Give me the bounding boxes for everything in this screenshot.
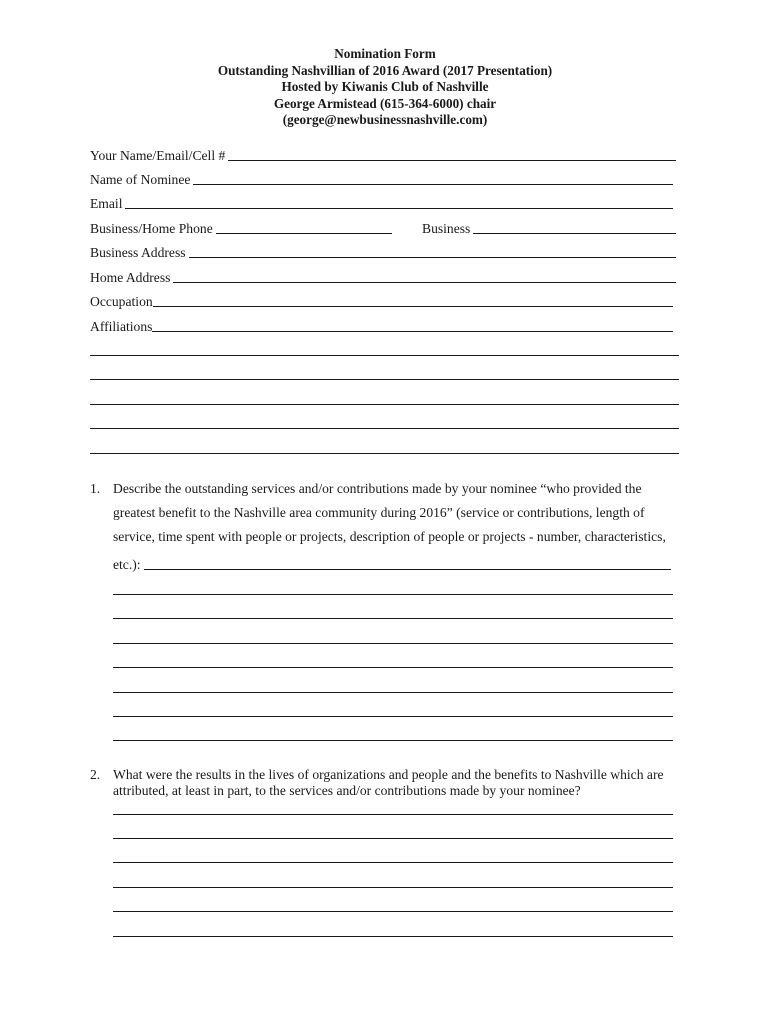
question-1-text-line: service, time spent with people or projects, description of people or projects - number, characteristics, — [113, 529, 666, 544]
host-line: Hosted by Kiwanis Club of Nashville — [281, 79, 489, 94]
field-line-affiliations[interactable] — [152, 317, 673, 332]
field-line-your-info[interactable] — [228, 146, 676, 161]
field-email[interactable] — [90, 192, 673, 212]
question-2-number: 2. — [90, 767, 101, 782]
affiliations-blank-line[interactable] — [90, 404, 679, 405]
field-line-occupation[interactable] — [153, 292, 673, 307]
question-2-text-line: What were the results in the lives of organizations and people and the benefits to Nashville which are — [113, 767, 664, 782]
question-2-text-line: attributed, at least in part, to the services and/or contributions made by your nominee? — [113, 783, 581, 798]
question-2-answer-line[interactable] — [113, 887, 673, 888]
question-1-answer-line[interactable] — [113, 740, 673, 741]
field-label-your-info: Your Name/Email/Cell # — [90, 148, 226, 163]
field-label-business-address: Business Address — [90, 245, 186, 260]
field-label-email: Email — [90, 196, 123, 211]
question-1-answer-line[interactable] — [113, 716, 673, 717]
question-1-answer-line[interactable] — [113, 692, 673, 693]
field-label-occupation: Occupation — [90, 294, 153, 309]
form-title: Nomination Form — [334, 46, 436, 61]
field-occupation[interactable] — [90, 290, 673, 310]
question-2-answer-line[interactable] — [113, 862, 673, 863]
chair-line: George Armistead (615-364-6000) chair — [273, 95, 497, 111]
field-business[interactable] — [422, 217, 676, 237]
field-label-business: Business — [422, 221, 471, 236]
chair-email: (george@newbusinessnashville.com) — [282, 112, 488, 127]
field-label-home-address: Home Address — [90, 270, 171, 285]
field-line-business[interactable] — [473, 219, 676, 234]
form-header — [0, 46, 770, 129]
affiliations-blank-line[interactable] — [90, 355, 679, 356]
question-2-answer-line[interactable] — [113, 838, 673, 839]
question-1-answer-line[interactable] — [144, 555, 671, 570]
field-business-address[interactable] — [90, 241, 676, 261]
question-1-text-line: greatest benefit to the Nashville area community during 2016” (service or contributions, length of — [113, 505, 645, 520]
field-line-home-phone[interactable] — [216, 219, 392, 234]
question-1-answer-line[interactable] — [113, 594, 673, 595]
question-1-answer-line[interactable] — [113, 667, 673, 668]
field-home-phone[interactable] — [90, 217, 392, 237]
field-line-home-address[interactable] — [173, 268, 676, 283]
question-1-answer-line[interactable] — [113, 643, 673, 644]
field-line-email[interactable] — [125, 194, 673, 209]
affiliations-blank-line[interactable] — [90, 453, 679, 454]
field-line-business-address[interactable] — [189, 243, 676, 258]
question-2-answer-line[interactable] — [113, 814, 673, 815]
question-1-answer-first[interactable] — [113, 553, 671, 573]
field-your-info[interactable] — [90, 144, 676, 164]
question-2-answer-line[interactable] — [113, 936, 673, 937]
affiliations-blank-line[interactable] — [90, 428, 679, 429]
field-nominee-name[interactable] — [90, 168, 673, 188]
affiliations-blank-line[interactable] — [90, 379, 679, 380]
question-1-number: 1. — [90, 481, 101, 496]
question-1-text-line: Describe the outstanding services and/or contributions made by your nominee “who provided the — [113, 481, 642, 496]
field-line-nominee-name[interactable] — [193, 170, 673, 185]
award-title: Outstanding Nashvillian of 2016 Award (2017 Presentation) — [217, 62, 553, 78]
question-1-etc-label: etc.): — [113, 557, 141, 572]
field-label-home-phone: Business/Home Phone — [90, 221, 213, 236]
question-1-answer-line[interactable] — [113, 618, 673, 619]
field-label-nominee-name: Name of Nominee — [90, 172, 191, 187]
field-affiliations[interactable] — [90, 315, 673, 335]
field-home-address[interactable] — [90, 266, 676, 286]
field-label-affiliations: Affiliations — [90, 319, 153, 334]
question-2-answer-line[interactable] — [113, 911, 673, 912]
